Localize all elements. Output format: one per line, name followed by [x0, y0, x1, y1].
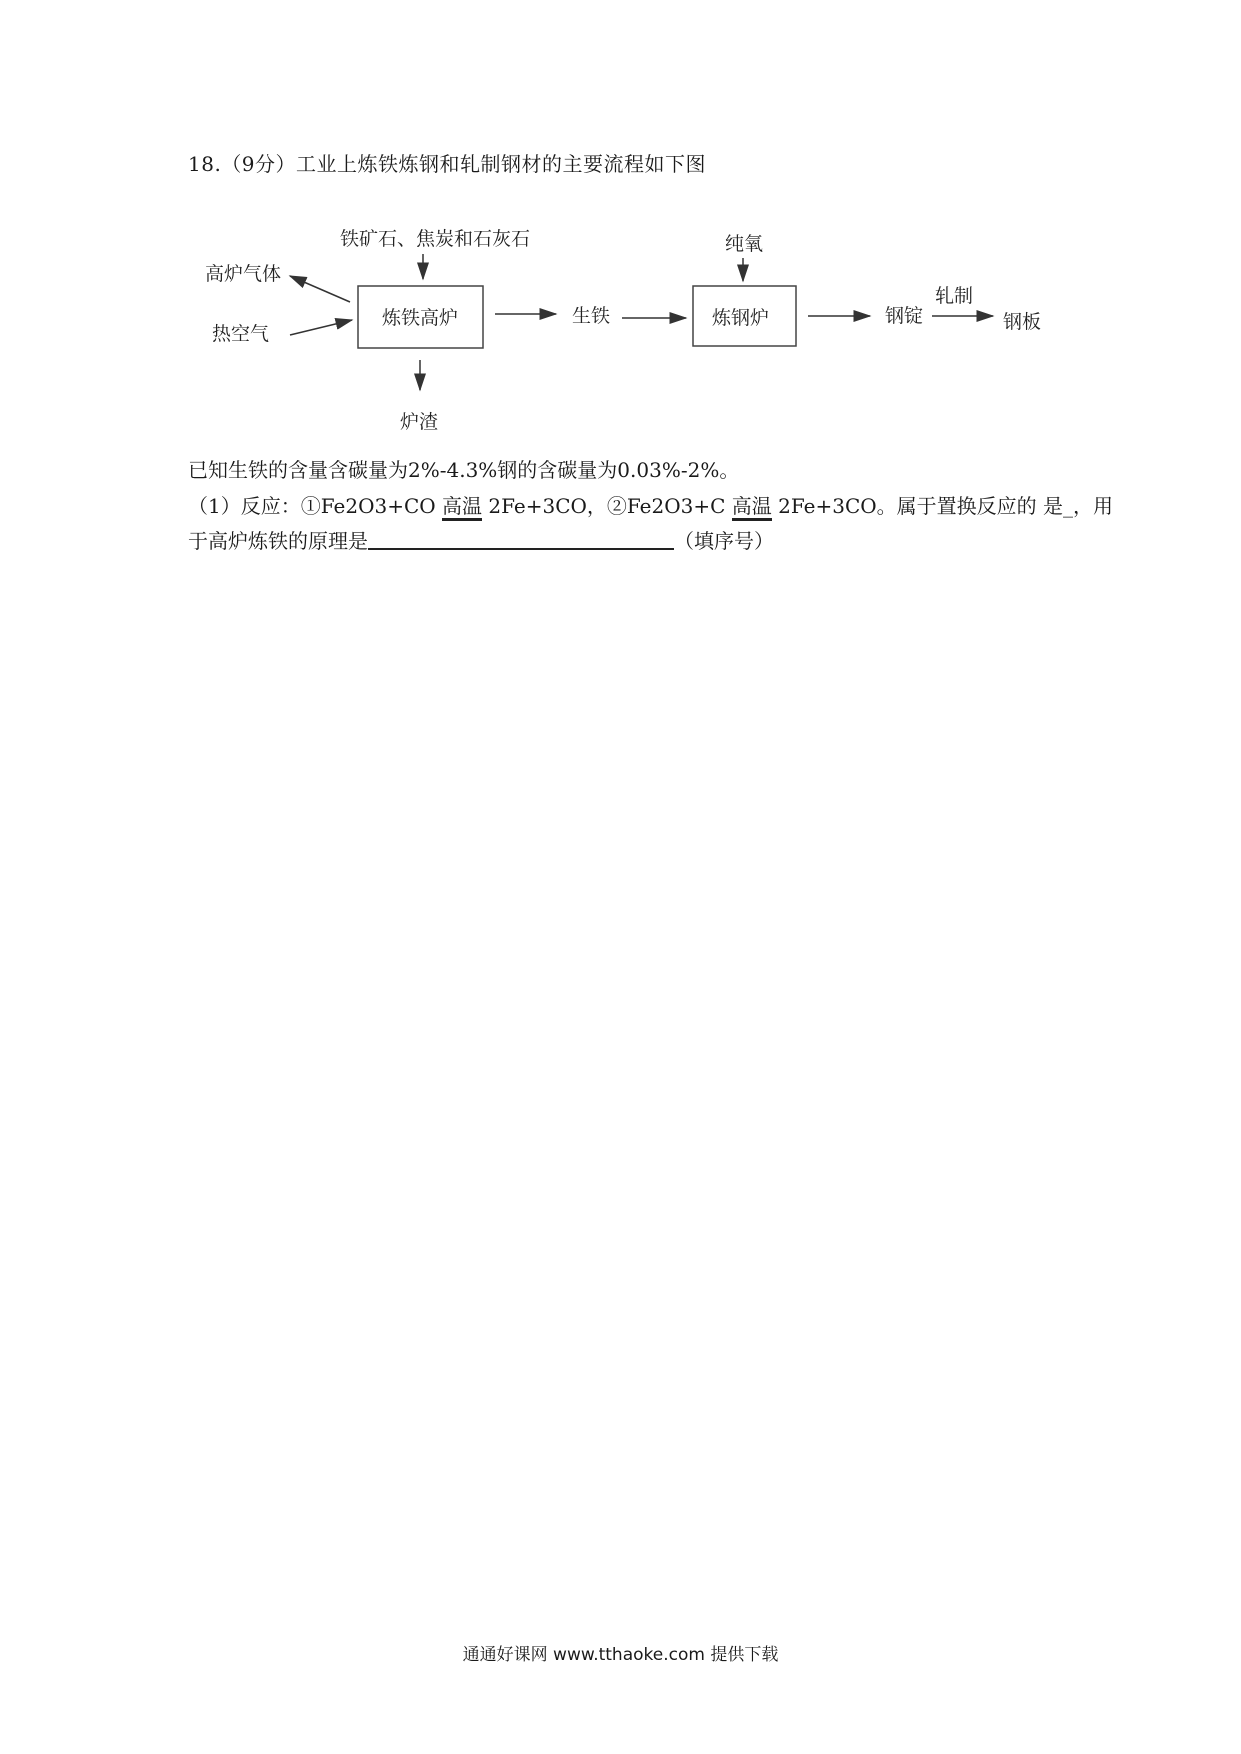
furnace-gas-label: 高炉气体 [205, 263, 282, 285]
answer-blank[interactable] [368, 528, 674, 550]
question-title [188, 148, 706, 177]
question-number: 18. [188, 152, 222, 176]
blast-furnace-box [358, 286, 483, 348]
pig-iron-label: 生铁 [572, 305, 611, 327]
hot-air-label: 热空气 [212, 323, 270, 345]
input-materials-label: 铁矿石、焦炭和石灰石 [340, 228, 531, 250]
question-text: 工业上炼铁炼钢和轧制钢材的主要流程如下图 [296, 152, 707, 176]
page-footer: 通通好课网 www.tthaoke.com 提供下载 [462, 1645, 779, 1665]
arrow-air-to-furnace [290, 320, 352, 335]
slag-label: 炉渣 [400, 411, 439, 433]
steel-furnace-label: 炼钢炉 [712, 307, 770, 329]
blast-furnace-label: 炼铁高炉 [382, 307, 459, 329]
q1-line2-prefix: 于高炉炼铁的原理是 [188, 529, 368, 553]
known-info-line: 已知生铁的含量含碳量为2%-4.3%钢的含碳量为0.03%-2%。 [188, 458, 740, 482]
question-1-line-2 [188, 525, 774, 554]
q1-line2-suffix: （填序号） [674, 529, 774, 553]
pure-oxygen-label: 纯氧 [725, 233, 764, 255]
question-score: （9分） [221, 152, 297, 176]
q1-prefix: （1）反应：①Fe2O3+CO [188, 494, 443, 518]
reaction-condition-2: 高温 [732, 495, 772, 521]
rolling-label: 轧制 [935, 285, 974, 307]
steel-plate-label: 钢板 [1003, 311, 1042, 333]
reaction-condition-1: 高温 [442, 495, 482, 521]
question-1-line [188, 490, 1113, 521]
steel-furnace-box [693, 286, 796, 346]
steel-ingot-label: 钢锭 [885, 305, 924, 327]
q1-mid: 2Fe+3CO，②Fe2O3+C [482, 494, 732, 518]
q1-suffix: 2Fe+3CO。属于置换反应的 是_，用 [771, 494, 1114, 518]
arrow-furnace-to-gas [290, 276, 350, 302]
